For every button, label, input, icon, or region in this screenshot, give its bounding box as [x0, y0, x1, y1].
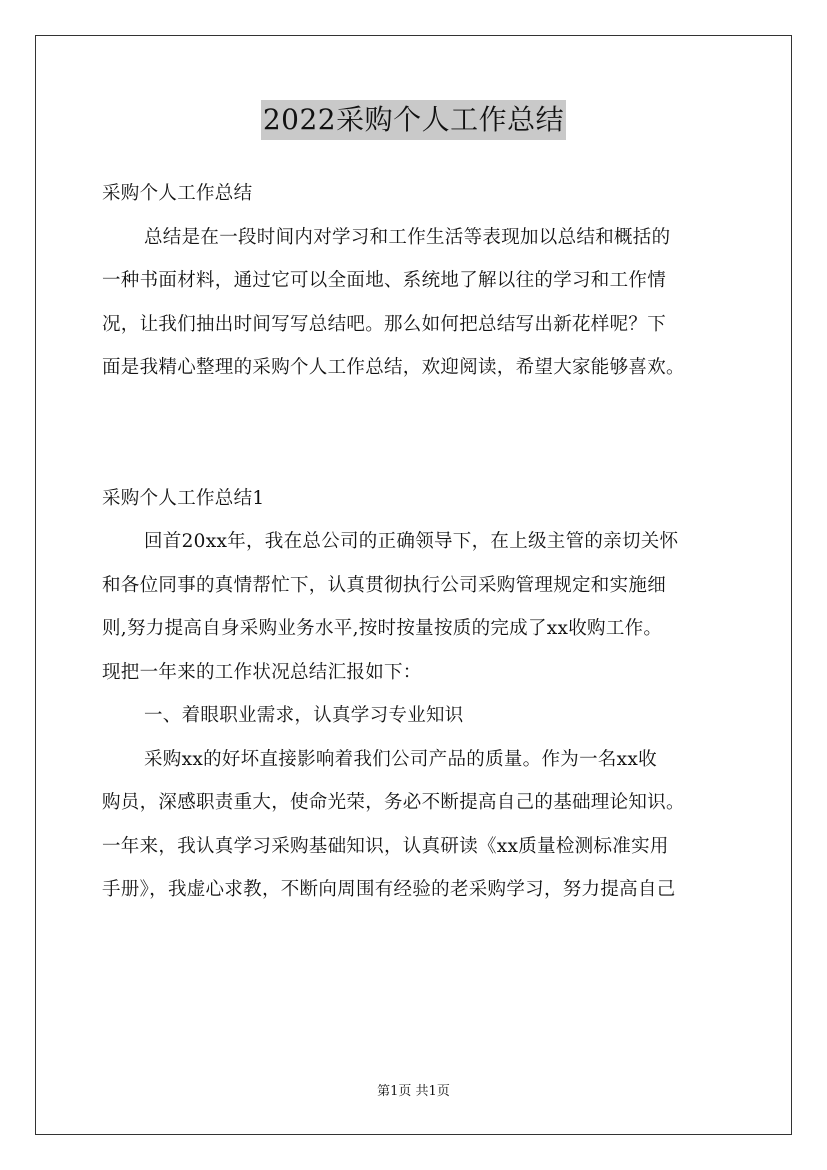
- document-title: 2022采购个人工作总结: [261, 100, 566, 140]
- point-1-line-4: 手册》，我虚心求教，不断向周围有经验的老采购学习，努力提高自己: [102, 879, 676, 900]
- point-1-heading: 一、着眼职业需求，认真学习专业知识: [144, 705, 464, 726]
- point-1-line-2: 购员，深感职责重大，使命光荣，务必不断提高自己的基础理论知识。: [102, 792, 685, 813]
- intro-line-4: 面是我精心整理的采购个人工作总结，欢迎阅读，希望大家能够喜欢。: [102, 357, 685, 378]
- section-1-line-1: 回首20xx年，我在总公司的正确领导下，在上级主管的亲切关怀: [144, 531, 679, 552]
- intro-line-3: 况，让我们抽出时间写写总结吧。那么如何把总结写出新花样呢？下: [102, 313, 667, 335]
- title-wrap: [0, 100, 827, 140]
- point-1-line-1: 采购xx的好坏直接影响着我们公司产品的质量。作为一名xx收: [144, 748, 657, 770]
- section-1-line-4: 现把一年来的工作状况总结汇报如下：: [102, 661, 422, 683]
- subheading: 采购个人工作总结: [102, 183, 253, 204]
- blank-line: [102, 433, 742, 477]
- intro-line-2: 一种书面材料，通过它可以全面地、系统地了解以往的学习和工作情: [102, 270, 667, 291]
- intro-line-1: 总结是在一段时间内对学习和工作生活等表现加以总结和概括的: [144, 226, 671, 248]
- document-body: [102, 172, 742, 912]
- page-footer: 第1页 共1页: [377, 1084, 450, 1099]
- section-1-heading: 采购个人工作总结1: [102, 487, 265, 509]
- section-1-line-2: 和各位同事的真情帮忙下，认真贯彻执行公司采购管理规定和实施细: [102, 574, 667, 596]
- section-1-line-3: 则,努力提高自身采购业务水平,按时按量按质的完成了xx收购工作。: [102, 618, 663, 639]
- point-1-line-3: 一年来，我认真学习采购基础知识，认真研读《xx质量检测标准实用: [102, 835, 669, 857]
- blank-line: [102, 390, 742, 434]
